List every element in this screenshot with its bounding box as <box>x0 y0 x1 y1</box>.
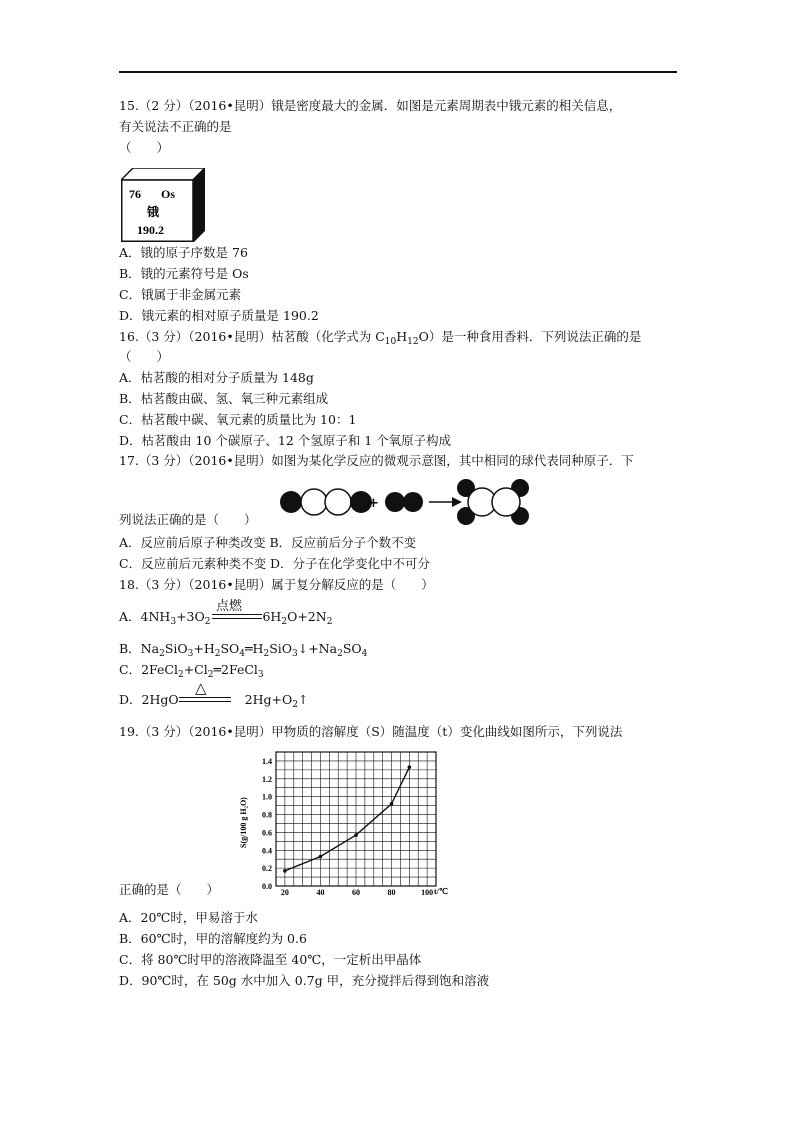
q18d-pre: D．2HgO <box>119 692 179 707</box>
q16-stem-post: ）是一种食用香料．下列说法正确的是 <box>428 329 642 344</box>
y-tick-label: 1.2 <box>262 774 272 784</box>
q16-h: H <box>396 329 408 344</box>
x-tick-label: 60 <box>352 888 360 897</box>
q18b-t4: SO <box>220 641 240 656</box>
q18b-t2: SiO <box>164 641 188 656</box>
q15-option-c: C．锇属于非金属元素 <box>119 287 242 302</box>
q18b-s2: 3 <box>187 649 194 659</box>
tile-symbol: Os <box>161 187 176 201</box>
top-rule <box>119 71 677 73</box>
q16-option-c: C．枯茗酸中碳、氧元素的质量比为 10：1 <box>119 412 357 427</box>
q18d-equal-line-bottom <box>179 701 231 702</box>
q16-option-b: B．枯茗酸由碳、氢、氧三种元素组成 <box>119 391 329 406</box>
q18a-sub1: 3 <box>170 617 177 627</box>
q18c-s2: 2 <box>207 670 214 680</box>
q16-option-d: D．枯茗酸由 10 个碳原子、12 个氢原子和 1 个氧原子构成 <box>119 433 452 448</box>
tile-name: 锇 <box>147 205 160 219</box>
x-axis-label: t/℃ <box>434 887 448 896</box>
x-tick-label: 100 <box>421 888 434 897</box>
q17-options-line2: C．反应前后元素种类不变 D．分子在化学变化中不可分 <box>119 556 431 571</box>
q18-option-b <box>119 641 367 657</box>
x-tick-label: 80 <box>387 888 396 897</box>
q18d-equal-line-top <box>179 697 231 698</box>
q18a-condition: 点燃 <box>216 599 243 614</box>
q19-option-c: C．将 80℃时甲的溶液降温至 40℃，一定析出甲晶体 <box>119 952 422 967</box>
black-atom <box>385 492 405 512</box>
q15-option-b: B．锇的元素符号是 Os <box>119 266 249 281</box>
q16-sub-c: 10 <box>384 337 397 347</box>
q18c-t1: C．2FeCl <box>119 662 178 677</box>
q18b-t5: ═H <box>245 641 264 656</box>
q18d-post2: ↑ <box>297 692 309 707</box>
q18c-s3: 3 <box>257 670 264 680</box>
y-tick-label: 1.4 <box>262 756 272 766</box>
q16-sub-h: 12 <box>407 337 419 347</box>
q16-paren: （ ） <box>119 349 170 364</box>
q18a-equal-line-bottom <box>212 618 262 619</box>
y-tick-label: 1.0 <box>262 792 272 802</box>
y-tick-label: 0.0 <box>262 882 272 891</box>
data-point <box>319 855 323 859</box>
osmium-element-tile <box>121 168 205 242</box>
y-tick-label: 0.4 <box>262 846 272 856</box>
black-atom <box>280 491 302 513</box>
q18b-s7: 2 <box>337 649 343 659</box>
q16-o: O <box>418 329 429 344</box>
q19-stem-line2: 正确的是（ ） <box>119 882 220 897</box>
tile-atomic-number: 76 <box>129 187 141 201</box>
q18b-t1: B．Na <box>119 641 160 656</box>
y-tick-label: 0.2 <box>262 864 272 874</box>
q18-stem: 18.（3 分）（2016•昆明）属于复分解反应的是（ ） <box>119 577 434 592</box>
q16-option-a: A．枯茗酸的相对分子质量为 148g <box>119 370 314 385</box>
q18b-s8: 4 <box>361 649 368 659</box>
q18a-post: 6H <box>262 609 282 624</box>
data-point <box>283 869 287 873</box>
q18b-t6: SiO <box>269 641 292 656</box>
q19-option-d: D．90℃时，在 50g 水中加入 0.7g 甲，充分搅拌后得到饱和溶液 <box>119 973 490 988</box>
q18-option-d <box>119 692 308 708</box>
y-tick-label: 0.8 <box>262 810 272 820</box>
q15-stem-line2: 有关说法不正确的是 <box>119 119 232 134</box>
tile-atomic-mass: 190.2 <box>137 223 164 237</box>
y-axis-label: S(g/100 g H₂O) <box>239 797 248 848</box>
q15-option-d: D．锇元素的相对原子质量是 190.2 <box>119 308 319 323</box>
reaction-micro-diagram <box>272 476 542 526</box>
x-tick-label: 40 <box>316 888 325 897</box>
q18b-s3: 2 <box>214 649 221 659</box>
white-atom <box>325 489 351 515</box>
q16-stem <box>119 329 641 345</box>
q17-stem-line2: 列说法正确的是（ ） <box>119 512 257 527</box>
q18a-sub4: 2 <box>326 617 333 627</box>
q19-option-a: A．20℃时，甲易溶于水 <box>119 910 258 925</box>
data-point <box>390 802 394 806</box>
q17-stem-line1: 17.（3 分）（2016•昆明）如图为某化学反应的微观示意图，其中相同的球代表同种原子．下 <box>119 453 634 468</box>
data-point <box>354 833 358 837</box>
element-box-drawing <box>121 168 205 242</box>
q18d-s1: 2 <box>292 700 298 710</box>
q18-option-c <box>119 662 264 678</box>
q18c-s1: 2 <box>177 670 184 680</box>
q19-stem: 19.（3 分）（2016•昆明）甲物质的溶解度（S）随温度（t）变化曲线如图所示，下列说法 <box>119 724 623 739</box>
q19-option-b: B．60℃时，甲的溶解度约为 0.6 <box>119 931 307 946</box>
q18a-post2: O+2N <box>287 609 327 624</box>
plus-sign: + <box>368 496 379 511</box>
q18b-s5: 2 <box>263 649 270 659</box>
data-point <box>408 765 412 769</box>
q18a-sub3: 2 <box>281 617 288 627</box>
y-tick-label: 0.6 <box>262 828 272 838</box>
reaction-arrow-head <box>452 497 462 507</box>
solubility-chart <box>236 748 462 898</box>
q15-paren: （ ） <box>119 140 170 155</box>
q17-options-line1: A．反应前后原子种类改变 B．反应前后分子个数不变 <box>119 535 417 550</box>
q18b-s4: 4 <box>239 649 246 659</box>
q18c-t3: ═2FeCl <box>213 662 258 677</box>
q18a-sub2: 2 <box>204 617 211 627</box>
white-atom <box>492 488 520 516</box>
q18b-s1: 2 <box>159 649 165 659</box>
q18a-equal-line-top <box>212 614 262 615</box>
q18a-mid: +3O <box>176 609 205 624</box>
black-atom <box>403 492 423 512</box>
q18d-post: 2Hg+O <box>244 692 293 707</box>
q15-option-a: A．锇的原子序数是 76 <box>119 245 248 260</box>
q18c-t2: +Cl <box>183 662 208 677</box>
q18d-condition: △ <box>195 679 207 697</box>
q16-stem-pre: 16.（3 分）（2016•昆明）枯茗酸（化学式为 C <box>119 329 385 344</box>
q18b-t7: ↓+Na <box>297 641 338 656</box>
x-tick-label: 20 <box>280 888 289 897</box>
white-atom <box>301 489 327 515</box>
q18b-t3: +H <box>193 641 215 656</box>
q18a-pre: A．4NH <box>119 609 171 624</box>
q18b-t8: SO <box>342 641 362 656</box>
q18b-s6: 3 <box>292 649 298 659</box>
q15-stem-line1: 15.（2 分）（2016•昆明）锇是密度最大的金属．如图是元素周期表中锇元素的相关信息， <box>119 98 622 113</box>
